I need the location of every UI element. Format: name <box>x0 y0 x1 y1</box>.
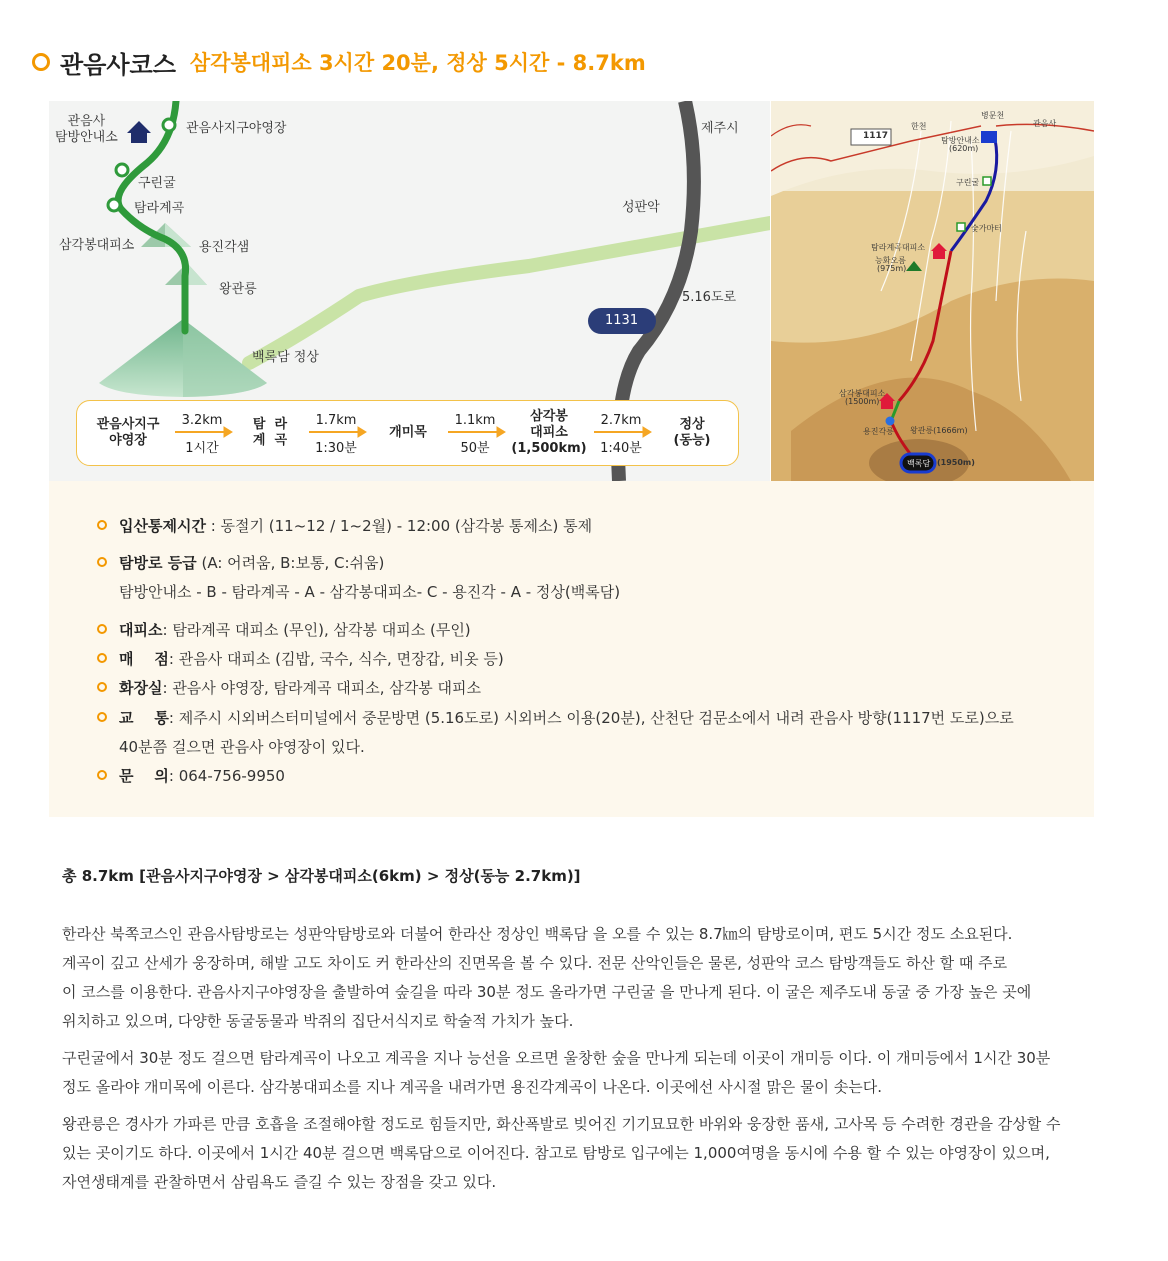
map-byeongmuncheon: 병문천 <box>981 111 1005 120</box>
info-text: 064-756-9950 <box>178 767 285 785</box>
road-1131-label: 1131 <box>605 313 639 328</box>
topographic-map <box>771 101 1094 481</box>
info-sep: : <box>205 517 221 535</box>
yongjingak-label: 용진각샘 <box>199 240 250 255</box>
info-item-transport <box>97 707 1014 729</box>
info-item-toilet <box>97 677 481 699</box>
route-time-2: 1:30분 <box>315 441 357 456</box>
map-gwaneumsa: 관음사 <box>1033 119 1057 128</box>
info-transport-cont: 40분쯤 걸으면 관음사 야영장이 있다. <box>119 738 365 756</box>
circle-bullet-icon <box>97 712 107 722</box>
route-samgakbong: 삼각봉 대피소 (1,500km) <box>511 409 587 456</box>
road-516-label: 5.16도로 <box>682 290 737 305</box>
map-baengnokdam-alt: (1950m) <box>937 458 975 467</box>
info-item-contact <box>97 765 285 787</box>
route-time-3: 50분 <box>460 441 490 456</box>
route-dist-3: 1.1km <box>454 413 496 428</box>
route-gaemimok: 개미목 <box>389 425 427 440</box>
route-tamra: 탐 라 계 곡 <box>252 417 288 448</box>
map-wanggwan: 왕관릉(1666m) <box>910 426 968 435</box>
info-sep: : <box>168 709 179 727</box>
map-hancheon: 한천 <box>911 122 927 131</box>
course-summary: 총 8.7km [관음사지구야영장 > 삼각봉대피소(6km) > 정상(동능 2.7km)] <box>62 867 581 885</box>
info-grade-route: 탐방안내소 - B - 탐라계곡 - A - 삼각봉대피소- C - 용진각 - A - 정상(백록담) <box>119 583 621 601</box>
circle-bullet-icon <box>32 53 50 71</box>
desc-line: 계곡이 깊고 산세가 웅장하며, 해발 고도 차이도 커 한라산의 진면목을 볼 수 있다. 전문 산악인들은 물론, 성판악 코스 탐방객들도 하산 할 때 주로 <box>62 954 1008 972</box>
map-samgak-shelter: 삼각봉대피소 <box>839 389 886 398</box>
info-sep: : <box>168 767 179 785</box>
map-center-alt: (620m) <box>949 144 979 153</box>
tamra-valley-label: 탐라계곡 <box>134 201 185 216</box>
jeju-city-label: 제주시 <box>701 121 739 136</box>
desc-line: 한라산 북쪽코스인 관음사탐방로는 성판악탐방로와 더불어 한라산 정상인 백록담 을 오를 수 있는 8.7㎞의 탐방로이며, 편도 5시간 정도 소요된다. <box>62 925 1013 943</box>
info-label: 대피소 <box>119 621 163 639</box>
circle-bullet-icon <box>97 682 107 692</box>
house-icon <box>127 121 151 143</box>
gwaneumsa-trail <box>118 101 185 331</box>
info-label: 교 통 <box>119 709 169 727</box>
desc-line: 정도 올라야 개미목에 이른다. 삼각봉대피소를 지나 계곡을 내려가면 용진각계곡이 나온다. 이곳에선 사시절 맑은 물이 솟는다. <box>62 1078 883 1096</box>
map-baengnokdam: 백록담 <box>907 459 931 468</box>
info-text: (A: 어려움, B:보통, C:쉬움) <box>201 554 385 572</box>
campground-label: 관음사지구야영장 <box>186 121 287 136</box>
desc-line: 이 코스를 이용한다. 관음사지구야영장을 출발하여 숲길을 따라 30분 정도 올라가면 구린굴 을 만나게 된다. 이 굴은 제주도내 동굴 중 가장 높은 곳에 <box>62 983 1032 1001</box>
desc-line: 왕관릉은 경사가 가파른 만큼 호흡을 조절해야할 정도로 힘들지만, 화산폭발로 빚어진 기기묘묘한 바위와 웅장한 품새, 고사목 등 수려한 경관을 감상할 수 <box>62 1115 1061 1133</box>
route-time-4: 1:40분 <box>600 441 642 456</box>
map-yongjingak: 용진각릉 <box>863 427 894 436</box>
circle-bullet-icon <box>97 653 107 663</box>
wanggwanreung-label: 왕관릉 <box>219 282 257 297</box>
course-title-row <box>32 44 646 80</box>
info-sep: : <box>168 650 179 668</box>
course-title: 관음사코스 <box>60 50 176 79</box>
desc-line: 구린굴에서 30분 정도 걸으면 탐라계곡이 나오고 계곡을 지나 능선을 오르면 울창한 숲을 만나게 되는데 이곳이 개미등 이다. 이 개미등에서 1시간 30분 <box>62 1049 1051 1067</box>
map-center: 탐방안내소 <box>941 136 980 145</box>
desc-line: 자연생태계를 관찰하면서 삼림욕도 즐길 수 있는 장점을 갖고 있다. <box>62 1173 497 1191</box>
route-diagram <box>49 101 770 481</box>
info-item-store <box>97 648 504 670</box>
seongpanak-label: 성판악 <box>622 200 660 215</box>
info-text: 관음사 야영장, 탐라계곡 대피소, 삼각봉 대피소 <box>172 679 482 697</box>
info-text: 제주시 시외버스터미널에서 중문방면 (5.16도로) 시외버스 이용(20분), 산천단 검문소에서 내려 관음사 방향(1117번 도로)으로 <box>178 709 1014 727</box>
map-tamra-shelter: 탐라계곡대피소 <box>871 243 926 252</box>
map-sutgamateo: 숯가마터 <box>971 224 1002 233</box>
route-dist-1: 3.2km <box>181 413 223 428</box>
route-summary-box <box>76 400 739 466</box>
info-sep: : <box>162 621 173 639</box>
samgakbong-shelter-label: 삼각봉대피소 <box>59 238 135 253</box>
info-label: 입산통제시간 <box>119 517 206 535</box>
route-dist-4: 2.7km <box>600 413 642 428</box>
map-tamra-shelter-icon <box>933 251 945 259</box>
info-label: 탐방로 등급 <box>119 554 197 572</box>
map-neunghwa-icon <box>906 261 922 271</box>
circle-bullet-icon <box>97 520 107 530</box>
route-time-1: 1시간 <box>185 441 219 456</box>
map-samgak-alt: (1500m) <box>845 397 880 406</box>
map-neunghwa-alt: (975m) <box>877 264 907 273</box>
gurin-cave-label: 구린굴 <box>138 176 176 191</box>
map-gurin-icon <box>983 177 991 185</box>
gwaneumsa-center-label: 관음사 탐방안내소 <box>55 114 118 145</box>
course-info-box <box>49 481 1094 817</box>
circle-bullet-icon <box>97 624 107 634</box>
route-dist-2: 1.7km <box>315 413 357 428</box>
info-text: 관음사 대피소 (김밥, 국수, 식수, 면장갑, 비옷 등) <box>178 650 504 668</box>
topographic-map-graphic <box>771 101 1094 481</box>
map-yongjingak-icon <box>886 417 895 426</box>
baengnokdam-label: 백록담 정상 <box>252 350 319 365</box>
info-label: 문 의 <box>119 767 169 785</box>
info-label: 화장실 <box>119 679 163 697</box>
route-start: 관음사지구 야영장 <box>96 417 160 448</box>
map-neunghwa: 능화오름 <box>875 256 906 265</box>
circle-bullet-icon <box>97 557 107 567</box>
course-subtitle: 삼각봉대피소 3시간 20분, 정상 5시간 - 8.7km <box>189 51 646 75</box>
map-road-1117: 1117 <box>863 131 889 141</box>
map-samgak-shelter-icon <box>881 401 893 409</box>
route-summit: 정상 (동능) <box>673 417 711 448</box>
info-item-shelter <box>97 619 471 641</box>
desc-line: 있는 곳이기도 하다. 이곳에서 1시간 40분 걸으면 백록담으로 이어진다. 참고로 탐방로 입구에는 1,000여명을 동시에 수용 할 수 있는 야영장이 있으며, <box>62 1144 1050 1162</box>
desc-line: 위치하고 있으며, 다양한 동굴동물과 박쥐의 집단서식지로 학술적 가치가 높다. <box>62 1012 574 1030</box>
info-label: 매 점 <box>119 650 169 668</box>
map-center-icon <box>981 131 997 143</box>
info-sep: : <box>162 679 173 697</box>
circle-bullet-icon <box>97 770 107 780</box>
map-gurin: 구린굴 <box>956 178 980 187</box>
info-item-grade <box>97 552 384 574</box>
info-item-hours <box>97 515 592 537</box>
info-text: 동절기 (11~12 / 1~2월) - 12:00 (삼각봉 통제소) 통제 <box>220 517 593 535</box>
map-sutgama-icon <box>957 223 965 231</box>
info-text: 탐라계곡 대피소 (무인), 삼각봉 대피소 (무인) <box>172 621 471 639</box>
